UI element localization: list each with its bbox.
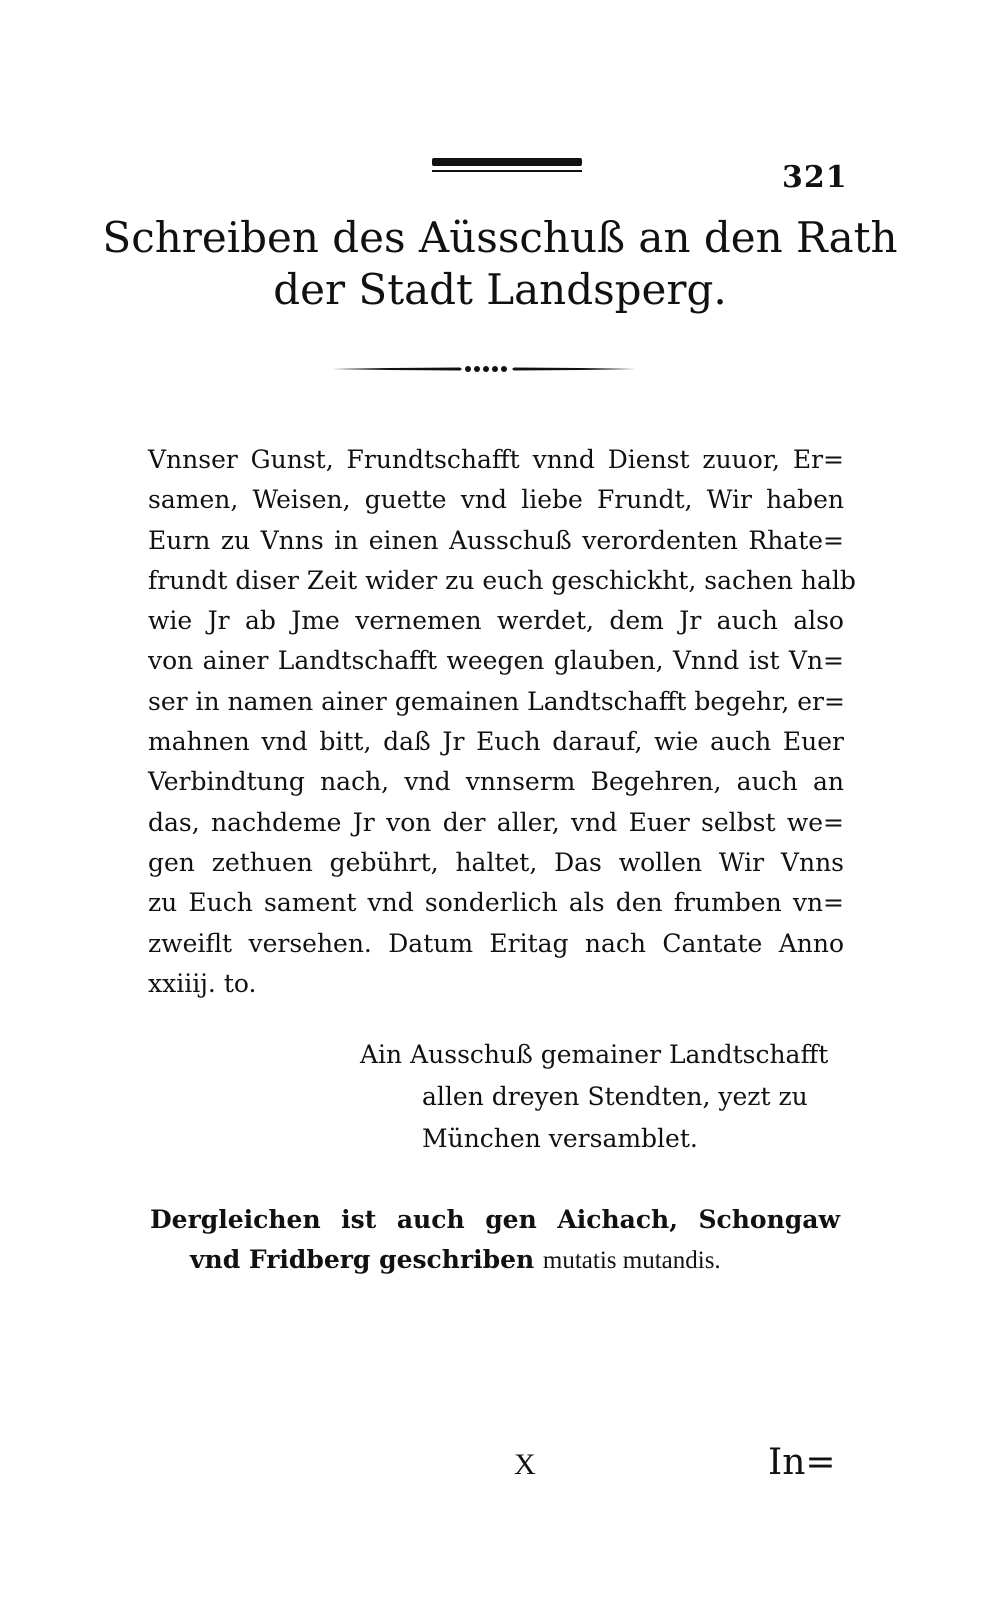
ornament-divider <box>330 362 638 376</box>
body-line: gen zethuen gebührt, haltet, Das wollen Wir Vnns <box>148 847 844 877</box>
body-line: das, nachdeme Jr von der aller, vnd Euer selbst we= <box>148 807 844 837</box>
letter-body <box>148 440 856 1004</box>
body-line: ser in namen ainer gemainen Landtschafft begehr, er= <box>148 686 845 716</box>
page-number: 321 <box>782 160 848 195</box>
signature-line-3: München versamblet. <box>422 1124 698 1153</box>
letter-signature <box>360 1034 840 1160</box>
body-line: wie Jr ab Jme vernemen werdet, dem Jr auch also <box>148 606 844 636</box>
signature-line-1: Ain Ausschuß gemainer Landtschafft <box>360 1040 829 1069</box>
note-line-2-fraktur: vnd Fridberg geschriben <box>190 1245 535 1274</box>
note-line-2 <box>150 1240 840 1281</box>
body-line: Verbindtung nach, vnd vnnserm Begehren, auch an <box>148 767 844 797</box>
body-line: frundt diser Zeit wider zu euch geschickht, sachen halb <box>148 565 856 595</box>
body-line: von ainer Landtschafft weegen glauben, Vnnd ist Vn= <box>148 646 844 676</box>
body-line: zu Euch sament vnd sonderlich als den frumben vn= <box>148 888 844 918</box>
body-line: Vnnser Gunst, Frundtschafft vnnd Dienst zuuor, Er= <box>148 445 844 474</box>
header-rule-thick <box>432 158 582 166</box>
chapter-title-line-2: der Stadt Landsperg. <box>273 265 727 314</box>
chapter-title <box>100 212 900 316</box>
body-line: Eurn zu Vnns in einen Ausschuß verordenten Rhate= <box>148 525 844 555</box>
header-rule-thin <box>432 170 582 172</box>
chapter-title-line-1: Schreiben des Aüsschuß an den Rath <box>102 213 898 262</box>
printer-signature-mark: X <box>514 1448 536 1481</box>
catchword: In= <box>768 1442 836 1483</box>
body-line: samen, Weisen, guette vnd liebe Frundt, Wir haben <box>148 485 844 515</box>
body-line: zweiflt versehen. Datum Eritag nach Cantate Anno <box>148 928 844 958</box>
note-line-1: Dergleichen ist auch gen Aichach, Schongaw <box>150 1205 840 1234</box>
body-line: mahnen vnd bitt, daß Jr Euch darauf, wie auch Euer <box>148 727 844 757</box>
body-line: xxiiij. to. <box>148 968 257 998</box>
editorial-note <box>150 1200 840 1281</box>
note-line-2-latin: mutatis mutandis. <box>542 1247 721 1274</box>
signature-line-2: allen dreyen Stendten, yezt zu <box>422 1082 808 1111</box>
header-rule <box>432 158 582 172</box>
